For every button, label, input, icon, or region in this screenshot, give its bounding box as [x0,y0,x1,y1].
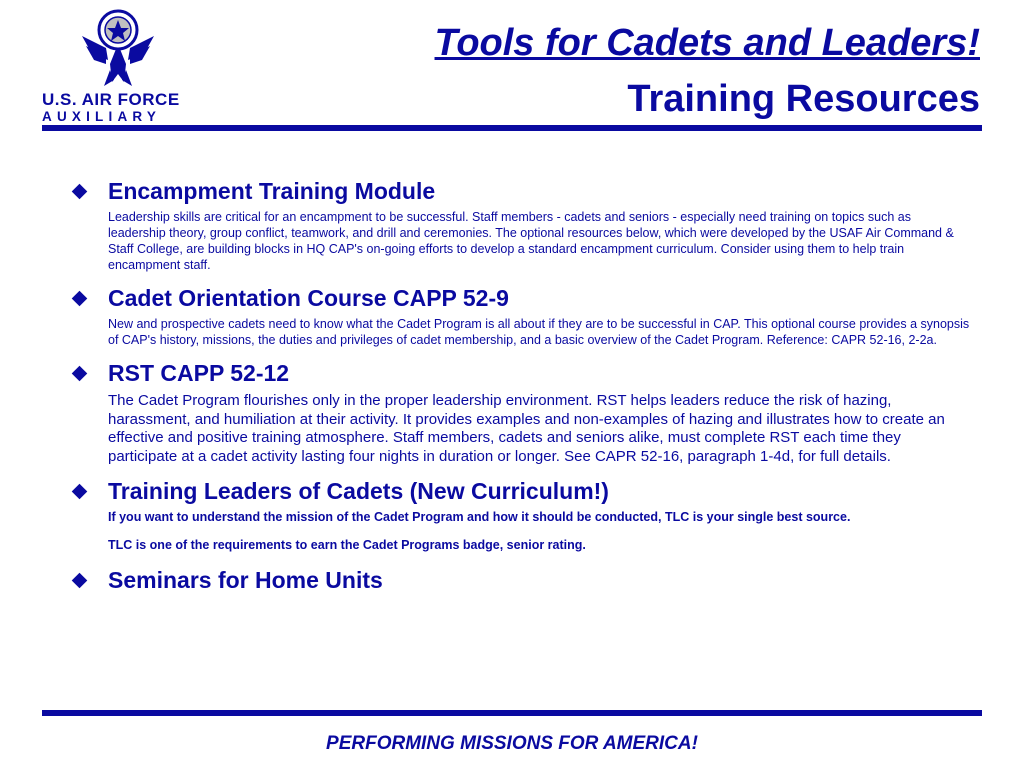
item-heading: Cadet Orientation Course CAPP 52-9 [108,285,509,311]
item-body: The Cadet Program flourishes only in the proper leadership environment. RST helps leaders reduce the risk of hazing, harassment, and humiliation at their activity. It provides examples and non-examples of hazing and illustrates how to create an effective and positive training atmosphere. Staff members, cadets and seniors alike, must complete RST each time they participate at a cadet activity lasting four nights in duration or longer. See CAPR 52-16, paragraph 1-4d, for full details. [108,392,945,465]
item-body: New and prospective cadets need to know what the Cadet Program is all about if they are to be successful in CAP. This optional course provides a synopsis of CAP's history, missions, the duties and privileges of cadet membership, and a basic overview of the Cadet Program. Reference: CAPR 52-16, 2-2a. [108,317,970,347]
page-title: Tools for Cadets and Leaders! [434,22,980,64]
item-body: TLC is one of the requirements to earn the Cadet Programs badge, senior rating. [108,538,586,552]
diamond-bullet-icon [72,291,88,307]
list-item [70,283,970,348]
item-heading: Encampment Training Module [108,178,436,204]
diamond-bullet-icon [72,184,88,200]
item-body: Leadership skills are critical for an encampment to be successful. Staff members - cadets and seniors - especially need training on topics such as leadership theory, group conflict, teamwork, and drill and ceremonies. The optional resources below, which were developed by the USAF Air Command & Staff College, are building blocks in HQ CAP's on-going efforts to develop a standard encampment curriculum. Consider using them to help train encampment staff. [108,210,954,272]
list-item [70,565,970,595]
item-body: If you want to understand the mission of the Cadet Program and how it should be conducted, TLC is your single best source. [108,510,851,524]
logo-line-1: U.S. AIR FORCE [42,90,180,109]
civil-air-patrol-emblem-icon [80,8,156,88]
header-divider [42,125,982,131]
logo [40,8,196,124]
list-item [70,358,970,466]
list-item [70,176,970,273]
content [70,176,970,595]
diamond-bullet-icon [72,573,88,589]
diamond-bullet-icon [72,484,88,500]
item-heading: RST CAPP 52-12 [108,360,290,386]
footer-divider [42,710,982,716]
item-heading: Seminars for Home Units [108,567,383,593]
footer-slogan: PERFORMING MISSIONS FOR AMERICA! [326,733,698,754]
logo-line-2: AUXILIARY [42,109,162,124]
page-subtitle: Training Resources [627,78,980,120]
item-heading: Training Leaders of Cadets (New Curriculum!) [108,478,609,504]
list-item [70,476,970,553]
diamond-bullet-icon [72,366,88,382]
